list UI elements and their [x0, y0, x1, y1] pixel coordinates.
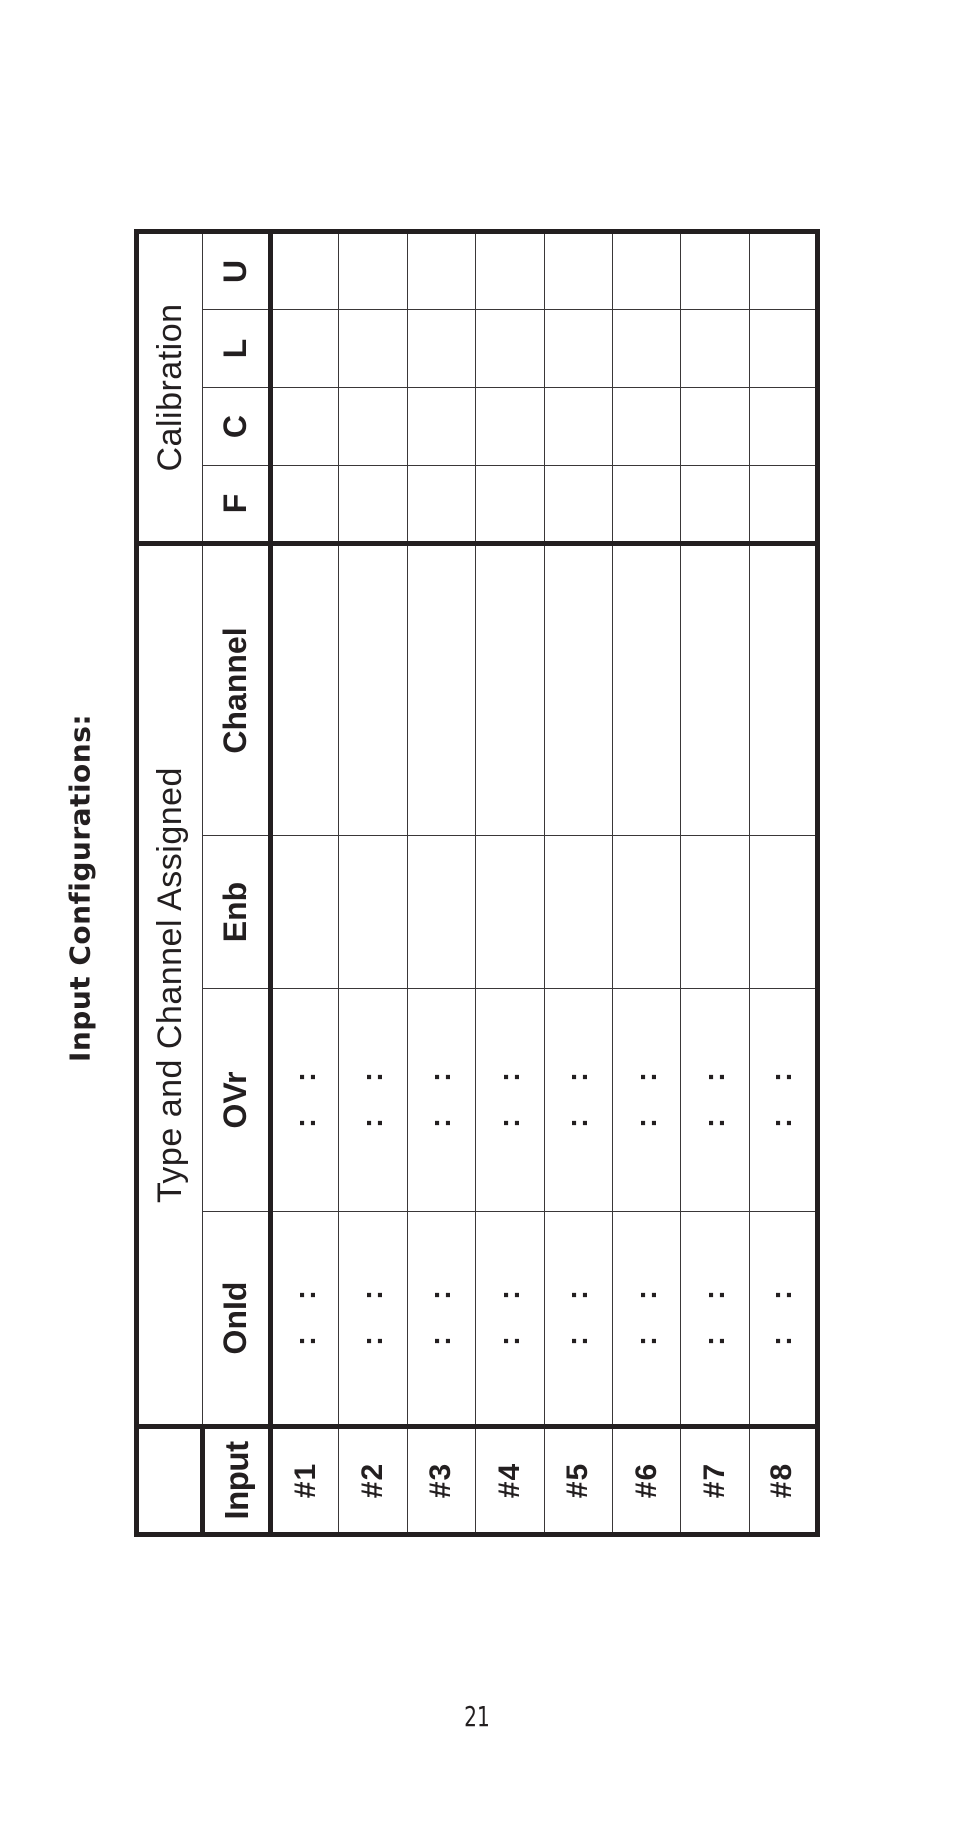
u-cell[interactable] — [476, 231, 544, 309]
channel-cell[interactable] — [749, 544, 817, 836]
channel-cell[interactable] — [271, 544, 339, 836]
ovr-cell[interactable] — [271, 989, 339, 1212]
l-cell[interactable] — [271, 310, 339, 388]
ovr-separator: :: — [697, 1036, 731, 1128]
f-cell[interactable] — [339, 466, 407, 544]
input-number-cell: #4 — [476, 1427, 544, 1535]
input-number-cell: #1 — [271, 1427, 339, 1535]
input-configurations-table — [134, 229, 820, 1537]
input-column-header: Input — [203, 1427, 271, 1535]
onid-separator: :: — [356, 1254, 390, 1346]
c-cell[interactable] — [271, 388, 339, 466]
channel-cell[interactable] — [681, 544, 749, 836]
enb-cell[interactable] — [749, 836, 817, 989]
ovr-cell[interactable] — [681, 989, 749, 1212]
f-cell[interactable] — [749, 466, 817, 544]
ovr-separator: :: — [424, 1036, 458, 1128]
enb-cell[interactable] — [681, 836, 749, 989]
ovr-separator: :: — [561, 1036, 595, 1128]
page-number: 21 — [464, 1700, 490, 1733]
c-cell[interactable] — [749, 388, 817, 466]
ovr-separator: :: — [629, 1036, 663, 1128]
u-column-header: U — [203, 231, 271, 309]
ovr-separator: :: — [356, 1036, 390, 1128]
l-cell[interactable] — [612, 310, 680, 388]
channel-cell[interactable] — [476, 544, 544, 836]
enb-cell[interactable] — [612, 836, 680, 989]
onid-separator: :: — [561, 1254, 595, 1346]
l-cell[interactable] — [749, 310, 817, 388]
l-cell[interactable] — [544, 310, 612, 388]
f-cell[interactable] — [271, 466, 339, 544]
ovr-column-header: OVr — [203, 989, 271, 1212]
channel-cell[interactable] — [544, 544, 612, 836]
input-configurations-form — [134, 234, 820, 1537]
f-column-header: F — [203, 466, 271, 544]
onid-separator: :: — [492, 1254, 526, 1346]
ovr-separator: :: — [765, 1036, 799, 1128]
c-cell[interactable] — [476, 388, 544, 466]
table-row — [407, 231, 475, 1534]
l-column-header: L — [203, 310, 271, 388]
enb-cell[interactable] — [339, 836, 407, 989]
onid-cell[interactable] — [749, 1212, 817, 1427]
table-row — [681, 231, 749, 1534]
onid-separator: :: — [288, 1254, 322, 1346]
input-number-cell: #7 — [681, 1427, 749, 1535]
input-number-cell: #5 — [544, 1427, 612, 1535]
table-row — [749, 231, 817, 1534]
f-cell[interactable] — [407, 466, 475, 544]
c-cell[interactable] — [544, 388, 612, 466]
input-number-cell: #6 — [612, 1427, 680, 1535]
onid-cell[interactable] — [612, 1212, 680, 1427]
blank-corner-cell — [137, 1427, 203, 1535]
onid-separator: :: — [629, 1254, 663, 1346]
enb-cell[interactable] — [476, 836, 544, 989]
type-channel-group-header: Type and Channel Assigned — [137, 544, 203, 1427]
enb-cell[interactable] — [271, 836, 339, 989]
ovr-separator: :: — [288, 1036, 322, 1128]
onid-cell[interactable] — [407, 1212, 475, 1427]
channel-column-header: Channel — [203, 544, 271, 836]
l-cell[interactable] — [339, 310, 407, 388]
enb-column-header: Enb — [203, 836, 271, 989]
input-number-cell: #8 — [749, 1427, 817, 1535]
ovr-separator: :: — [492, 1036, 526, 1128]
u-cell[interactable] — [544, 231, 612, 309]
onid-cell[interactable] — [271, 1212, 339, 1427]
onid-separator: :: — [697, 1254, 731, 1346]
l-cell[interactable] — [681, 310, 749, 388]
calibration-group-header: Calibration — [137, 231, 203, 543]
c-cell[interactable] — [407, 388, 475, 466]
table-row — [476, 231, 544, 1534]
onid-cell[interactable] — [544, 1212, 612, 1427]
ovr-cell[interactable] — [339, 989, 407, 1212]
f-cell[interactable] — [476, 466, 544, 544]
c-cell[interactable] — [339, 388, 407, 466]
ovr-cell[interactable] — [612, 989, 680, 1212]
ovr-cell[interactable] — [476, 989, 544, 1212]
u-cell[interactable] — [271, 231, 339, 309]
page-title-text: Input Configurations: — [63, 713, 97, 1063]
channel-cell[interactable] — [612, 544, 680, 836]
ovr-cell[interactable] — [749, 989, 817, 1212]
l-cell[interactable] — [407, 310, 475, 388]
u-cell[interactable] — [749, 231, 817, 309]
table-row — [612, 231, 680, 1534]
f-cell[interactable] — [681, 466, 749, 544]
u-cell[interactable] — [612, 231, 680, 309]
u-cell[interactable] — [339, 231, 407, 309]
input-number-cell: #2 — [339, 1427, 407, 1535]
ovr-cell[interactable] — [407, 989, 475, 1212]
onid-cell[interactable] — [681, 1212, 749, 1427]
channel-cell[interactable] — [339, 544, 407, 836]
u-cell[interactable] — [681, 231, 749, 309]
table-row — [544, 231, 612, 1534]
enb-cell[interactable] — [544, 836, 612, 989]
column-header-row — [203, 231, 271, 1534]
c-cell[interactable] — [612, 388, 680, 466]
input-number-cell: #3 — [407, 1427, 475, 1535]
enb-cell[interactable] — [407, 836, 475, 989]
ovr-cell[interactable] — [544, 989, 612, 1212]
table-row — [339, 231, 407, 1534]
channel-cell[interactable] — [407, 544, 475, 836]
f-cell[interactable] — [544, 466, 612, 544]
onid-separator: :: — [765, 1254, 799, 1346]
u-cell[interactable] — [407, 231, 475, 309]
onid-cell[interactable] — [339, 1212, 407, 1427]
f-cell[interactable] — [612, 466, 680, 544]
onid-cell[interactable] — [476, 1212, 544, 1427]
group-header-row — [137, 231, 203, 1534]
onid-column-header: OnId — [203, 1212, 271, 1427]
c-column-header: C — [203, 388, 271, 466]
table-row — [271, 231, 339, 1534]
l-cell[interactable] — [476, 310, 544, 388]
c-cell[interactable] — [681, 388, 749, 466]
onid-separator: :: — [424, 1254, 458, 1346]
